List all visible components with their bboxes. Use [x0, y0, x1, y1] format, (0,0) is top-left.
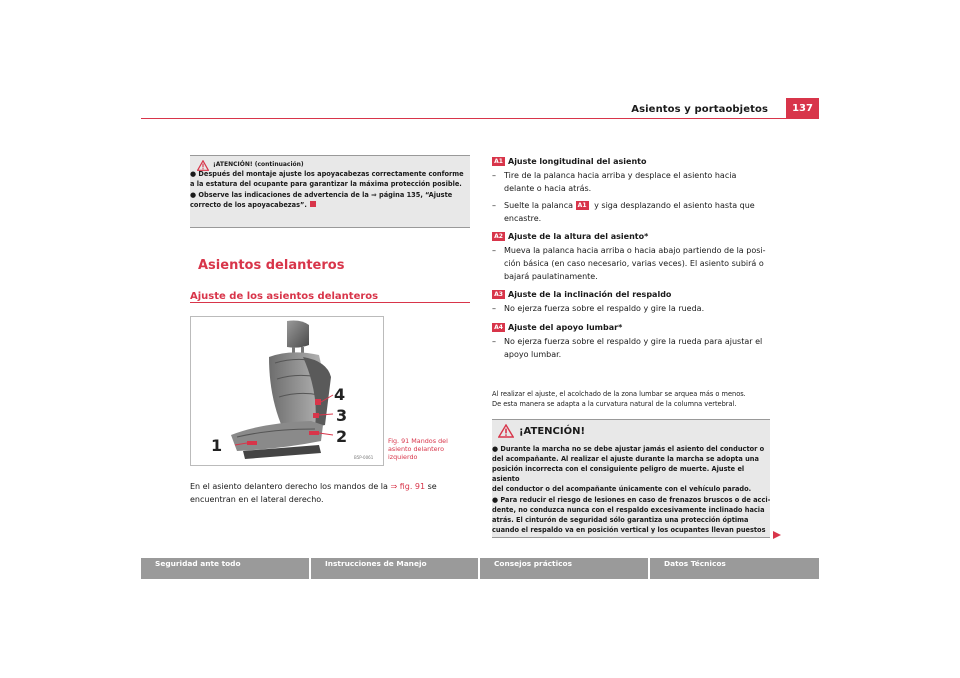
section-title: Asientos delanteros	[198, 258, 345, 273]
control-badge: A4	[492, 323, 505, 332]
adjustment-heading: A3 Ajuste de la inclinación del respaldo	[492, 289, 782, 300]
note-paragraph: Al realizar el ajuste, el acolchado de la zona lumbar se arquea más o menos. De esta manera se adapta a la curvatura natural de la columna vertebral.	[492, 390, 746, 408]
bullet-dot-icon: ●	[190, 191, 197, 199]
header-rule	[141, 118, 819, 119]
bullet-dot-icon: ●	[190, 170, 197, 178]
warning-continued-top-rule	[190, 155, 470, 156]
adjustment-step: – No ejerza fuerza sobre el respaldo y gire la rueda para ajustar el apoyo lumbar.	[492, 337, 763, 359]
footer-tab-seguridad[interactable]: Seguridad ante todo	[141, 558, 309, 579]
control-badge: A1	[492, 157, 505, 166]
adjustment-heading: A2 Ajuste de la altura del asiento*	[492, 231, 782, 242]
subsection-rule	[190, 302, 470, 303]
warning-heading: ¡ATENCIÓN!	[519, 426, 586, 437]
warning-continued-heading: ¡ATENCIÓN! (continuación)	[213, 161, 304, 168]
adjustment-step: – Tire de la palanca hacia arriba y desplace el asiento hacia delante o hacia atrás.	[492, 171, 737, 193]
warning-continued-bullet: ● Observe las indicaciones de advertencia de la ⇒ página 135, “Ajuste correcto de los apoyacabezas”.	[190, 191, 453, 209]
callout-3: 3	[336, 406, 348, 425]
callout-2: 2	[336, 427, 348, 446]
figure-seat-controls	[190, 316, 384, 466]
control-badge: A1	[576, 201, 589, 210]
warning-triangle-icon	[498, 423, 514, 442]
running-header-title: Asientos y portaobjetos	[631, 104, 768, 115]
footer-tab-instrucciones[interactable]: Instrucciones de Manejo	[311, 558, 478, 579]
footer-nav	[141, 558, 819, 579]
figure-link[interactable]: ⇒ fig. 91	[390, 482, 426, 491]
adjustment-step: – Mueva la palanca hacia arriba o hacia abajo partiendo de la posi- ción básica (en caso necesario, varias veces). El asiento subirá o bajará paulatinamente.	[492, 246, 766, 281]
figure-caption: Fig. 91 Mandos del asiento delantero izquierdo	[388, 437, 448, 461]
control-badge: A2	[492, 232, 505, 241]
footer-tab-datos[interactable]: Datos Técnicos	[650, 558, 819, 579]
continue-arrow-icon	[772, 525, 782, 544]
warning-continued-bullet: ● Después del montaje ajuste los apoyacabezas correctamente conforme a la estatura del ocupante para garantizar la máxima protección posible.	[190, 170, 464, 188]
warning-continued-bullets	[190, 169, 470, 210]
callout-4: 4	[334, 385, 346, 404]
footer-tab-consejos[interactable]: Consejos prácticos	[480, 558, 648, 579]
bullet-dot-icon: ●	[492, 445, 499, 453]
warning-bullet: ● Durante la marcha no se debe ajustar jamás el asiento del conductor o del acompañante. Al realizar el ajuste durante la marcha se adopta una posición incorrecta con el consiguiente peligro de muerte. Ajuste el asiento del conductor o del acompañante únicamente con el vehículo parado.	[492, 445, 765, 493]
adjustment-step: – No ejerza fuerza sobre el respaldo y gire la rueda.	[492, 304, 705, 313]
callout-1: 1	[211, 436, 223, 455]
end-marker-icon	[310, 201, 316, 207]
adjustments-list	[492, 156, 782, 361]
adjustment-step: – Suelte la palanca A1 y siga desplazando el asiento hasta que encastre.	[492, 201, 755, 223]
subsection-title: Ajuste de los asientos delanteros	[190, 291, 379, 302]
warning-top-rule	[492, 419, 770, 420]
warning-bullet: ● Para reducir el riesgo de lesiones en caso de frenazos bruscos o de acci- dente, no conduzca nunca con el respaldo excesivamente inclinado hacia atrás. El cinturón de seguridad sólo garantiza una protección óptima cuando el respaldo va en posición vertical y los ocupantes llevan puestos	[492, 496, 771, 534]
bullet-dot-icon: ●	[492, 496, 499, 504]
warning-bullets	[492, 444, 772, 535]
figure-code: B5P-0061	[354, 455, 374, 460]
adjustment-heading: A4 Ajuste del apoyo lumbar*	[492, 322, 782, 333]
intro-paragraph: En el asiento delantero derecho los mandos de la ⇒ fig. 91 se encuentran en el lateral derecho.	[190, 482, 437, 504]
control-badge: A3	[492, 290, 505, 299]
page-number: 137	[786, 98, 819, 118]
adjustment-heading: A1 Ajuste longitudinal del asiento	[492, 156, 782, 167]
